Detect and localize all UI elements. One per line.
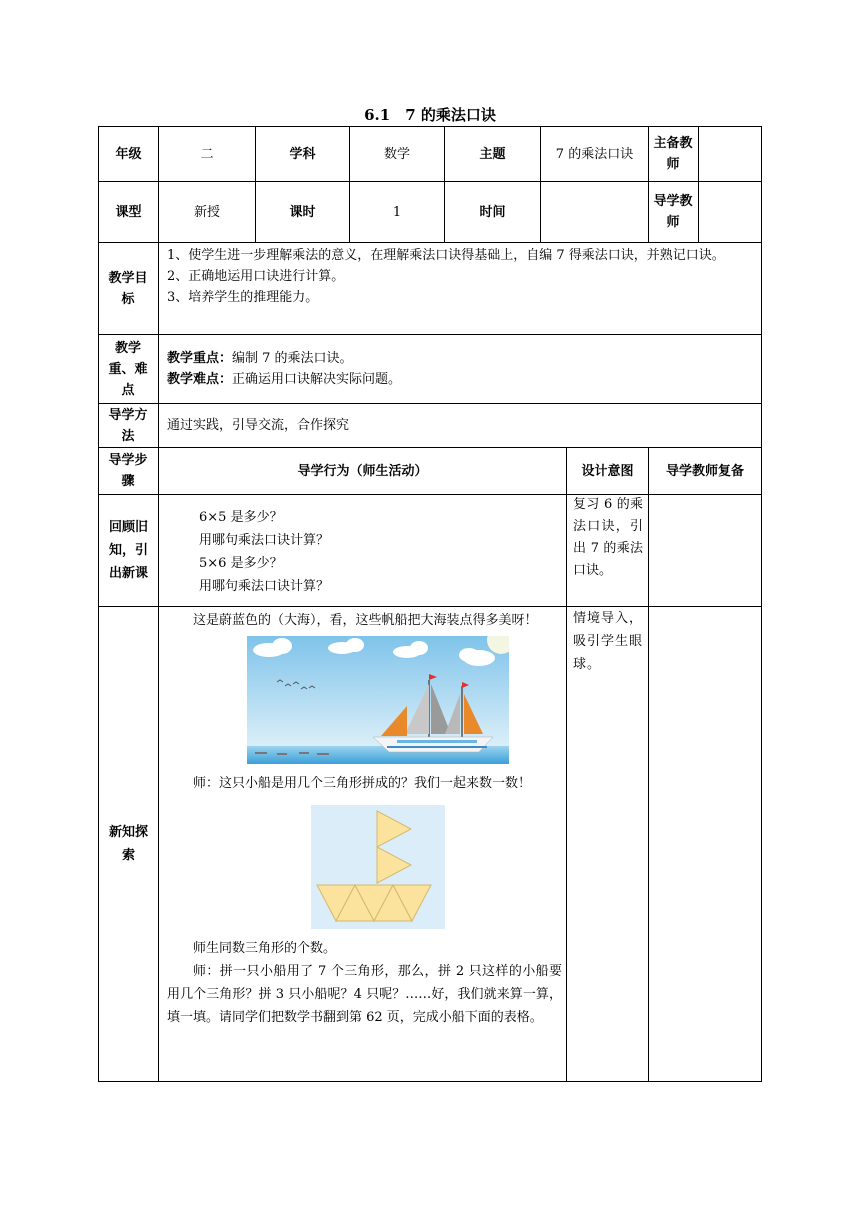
steps-label: 导学步骤 [108,453,148,489]
explore-p1: 这是蔚蓝色的（大海），看，这些帆船把大海装点得多美呀！ [193,613,538,628]
teacher-prep-header: 导学教师复备 [665,463,744,479]
subject-label: 学科 [289,146,316,162]
intent-header: 设计意图 [581,463,634,479]
explore-content [159,607,566,1081]
review-lines [159,506,566,598]
method-text: 通过实践，引导交流，合作探究 [167,418,350,433]
explore-p2: 师：这只小船是用几个三角形拼成的？我们一起来数一数！ [193,776,532,791]
focus-label: 教学重点： [167,351,233,366]
review-line-4: 用哪句乘法口诀计算？ [199,579,330,594]
sea-picture [247,636,509,764]
goals-label: 教学目标 [108,270,148,307]
topic-value: 7 的乘法口诀 [555,146,634,162]
time-value[interactable] [541,182,648,242]
explore-label: 新知探索 [108,825,148,863]
review-line-3: 5×6 是多少？ [199,556,283,571]
goal-item-3: 3、培养学生的推理能力。 [167,290,319,305]
guide-teacher-label: 导学教师 [653,194,693,230]
review-label: 回顾旧知，引出新课 [108,520,148,581]
topic-label: 主题 [479,146,506,162]
period-value: 1 [392,204,402,220]
focus-text: 编制 7 的乘法口诀。 [232,351,353,366]
goal-item-1: 1、使学生进一步理解乘法的意义，在理解乘法口诀得基础上，自编 7 得乘法口诀，并熟记口诀。 [167,248,725,263]
grade-label: 年级 [115,146,142,162]
time-label: 时间 [479,204,506,220]
grade-value: 二 [200,146,214,162]
activity-header: 导学行为（师生活动） [297,463,428,479]
review-teacher-prep[interactable] [649,495,761,606]
goal-item-2: 2、正确地运用口诀进行计算。 [167,269,345,284]
period-label: 课时 [289,204,316,220]
lead-teacher-value[interactable] [699,127,761,181]
explore-p3: 师生同数三角形的个数。 [193,941,337,956]
goals-content [159,243,761,334]
triangle-boat-picture [311,805,445,929]
lesson-type-label: 课型 [115,204,142,220]
explore-intent: 情境导入，吸引学生眼球。 [573,611,644,672]
explore-teacher-prep[interactable] [649,607,761,1081]
method-label: 导学方法 [108,407,148,444]
key-points-label: 教学重、难点 [108,340,148,398]
difficulty-label: 教学难点： [167,372,233,387]
document-title: 6.1 7 的乘法口诀 [364,106,496,124]
review-intent: 复习 6 的乘法口诀，引出 7 的乘法口诀。 [573,497,643,578]
key-points-content [159,335,761,403]
review-line-2: 用哪句乘法口诀计算？ [199,533,330,548]
guide-teacher-value[interactable] [699,182,761,242]
subject-value: 数学 [383,146,410,162]
lesson-type-value: 新授 [193,204,220,220]
explore-p4: 师：拼一只小船用了 7 个三角形，那么，拼 2 只这样的小船要用几个三角形？拼 3 只小船呢？4 只呢？……好，我们就来算一算，填一填。请同学们把数学书翻到第 62 页，完成小船下面的表格。 [167,964,562,1025]
lead-teacher-label: 主备教师 [653,136,693,172]
difficulty-text: 正确运用口诀解决实际问题。 [232,372,402,387]
review-line-1: 6×5 是多少？ [199,510,283,525]
